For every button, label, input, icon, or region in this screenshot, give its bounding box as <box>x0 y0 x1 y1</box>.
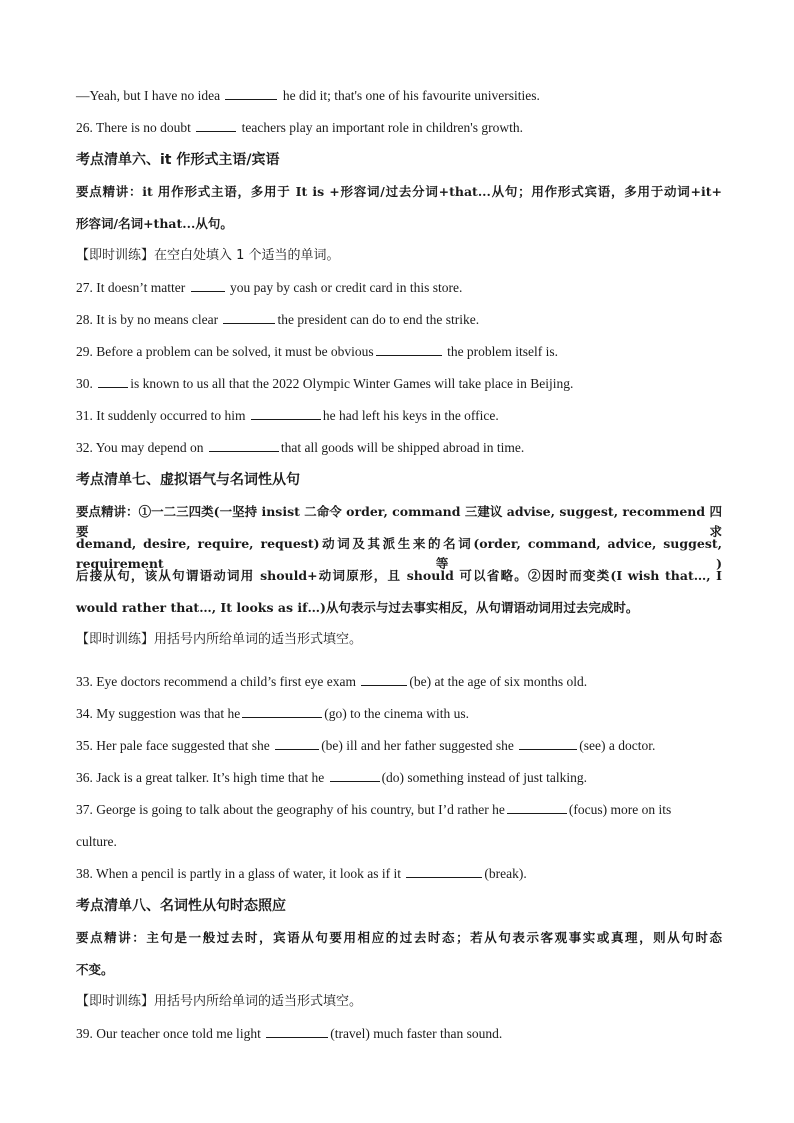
exercise-31: 31. It suddenly occurred to him he had left his keys in the office. <box>76 408 499 423</box>
exercise-35: 35. Her pale face suggested that she (be) ill and her father suggested she (see) a doctor. <box>76 738 656 753</box>
answer-blank[interactable] <box>209 438 279 452</box>
answer-blank[interactable] <box>275 736 319 750</box>
answer-blank[interactable] <box>98 374 128 388</box>
section-heading-8: 考点清单八、名词性从句时态照应 <box>76 898 286 914</box>
answer-blank[interactable] <box>223 310 275 324</box>
key-point-7-line-1: 要点精讲：①一二三四类(一坚持 insist 二命令 order, command 三建议 advise, suggest, recommend 四要求 <box>76 504 722 539</box>
answer-blank[interactable] <box>519 736 577 750</box>
answer-blank[interactable] <box>330 768 380 782</box>
answer-blank[interactable] <box>406 864 482 878</box>
answer-blank[interactable] <box>242 704 322 718</box>
exercise-30: 30. is known to us all that the 2022 Olympic Winter Games will take place in Beijing. <box>76 376 574 391</box>
answer-blank[interactable] <box>225 86 277 100</box>
answer-blank[interactable] <box>361 672 407 686</box>
exercise-line-25-reply: —Yeah, but I have no idea he did it; that's one of his favourite universities. <box>76 88 540 103</box>
answer-blank[interactable] <box>266 1024 328 1038</box>
exercise-26: 26. There is no doubt teachers play an important role in children's growth. <box>76 120 523 135</box>
exercise-29: 29. Before a problem can be solved, it must be obvious the problem itself is. <box>76 344 559 359</box>
exercise-37: 37. George is going to talk about the geography of his country, but I’d rather he (focus) more on its <box>76 802 672 817</box>
exercise-28: 28. It is by no means clear the president can do to end the strike. <box>76 312 480 327</box>
answer-blank[interactable] <box>376 342 442 356</box>
exercise-36: 36. Jack is a great talker. It’s high time that he (do) something instead of just talking. <box>76 770 588 785</box>
exercise-27: 27. It doesn’t matter you pay by cash or credit card in this store. <box>76 280 463 295</box>
section-heading-7: 考点清单七、虚拟语气与名词性从句 <box>76 472 300 488</box>
exercise-33: 33. Eye doctors recommend a child’s first eye exam (be) at the age of six months old. <box>76 674 588 689</box>
key-point-7-line-4: would rather that…, It looks as if…)从句表示与过去事实相反，从句谓语动词用过去完成时。 <box>76 600 639 615</box>
exercise-37-continued: culture. <box>76 834 117 849</box>
answer-blank[interactable] <box>191 278 225 292</box>
practice-instruction-7: 【即时训练】用括号内所给单词的适当形式填空。 <box>76 632 363 647</box>
practice-instruction-8: 【即时训练】用括号内所给单词的适当形式填空。 <box>76 994 363 1009</box>
exercise-39: 39. Our teacher once told me light (travel) much faster than sound. <box>76 1026 503 1041</box>
key-point-6-line-1: 要点精讲：it 用作形式主语，多用于 It is +形容词/过去分词+that...从句；用作形式宾语，多用于动词+it+ <box>76 184 722 199</box>
practice-instruction-6: 【即时训练】在空白处填入 1 个适当的单词。 <box>76 248 340 263</box>
section-heading-6: 考点清单六、it 作形式主语/宾语 <box>76 152 280 168</box>
answer-blank[interactable] <box>507 800 567 814</box>
key-point-7-line-3: 后接从句，该从句谓语动词用 should+动词原形，且 should 可以省略。②因时而变类(I wish that…, I <box>76 568 722 583</box>
key-point-8-line-1: 要点精讲：主句是一般过去时，宾语从句要用相应的过去时态；若从句表示客观事实或真理，则从句时态 <box>76 930 722 945</box>
exercise-38: 38. When a pencil is partly in a glass of water, it look as if it (break). <box>76 866 527 881</box>
exercise-34: 34. My suggestion was that he (go) to the cinema with us. <box>76 706 469 721</box>
key-point-7-line-2: demand, desire, require, request)动词及其派生来的名词(order, command, advice, suggest, requirement 等) <box>76 536 722 571</box>
answer-blank[interactable] <box>196 118 236 132</box>
exercise-32: 32. You may depend on that all goods will be shipped abroad in time. <box>76 440 525 455</box>
answer-blank[interactable] <box>251 406 321 420</box>
key-point-6-line-2: 形容词/名词+that...从句。 <box>76 216 233 231</box>
key-point-8-line-2: 不变。 <box>76 962 114 977</box>
